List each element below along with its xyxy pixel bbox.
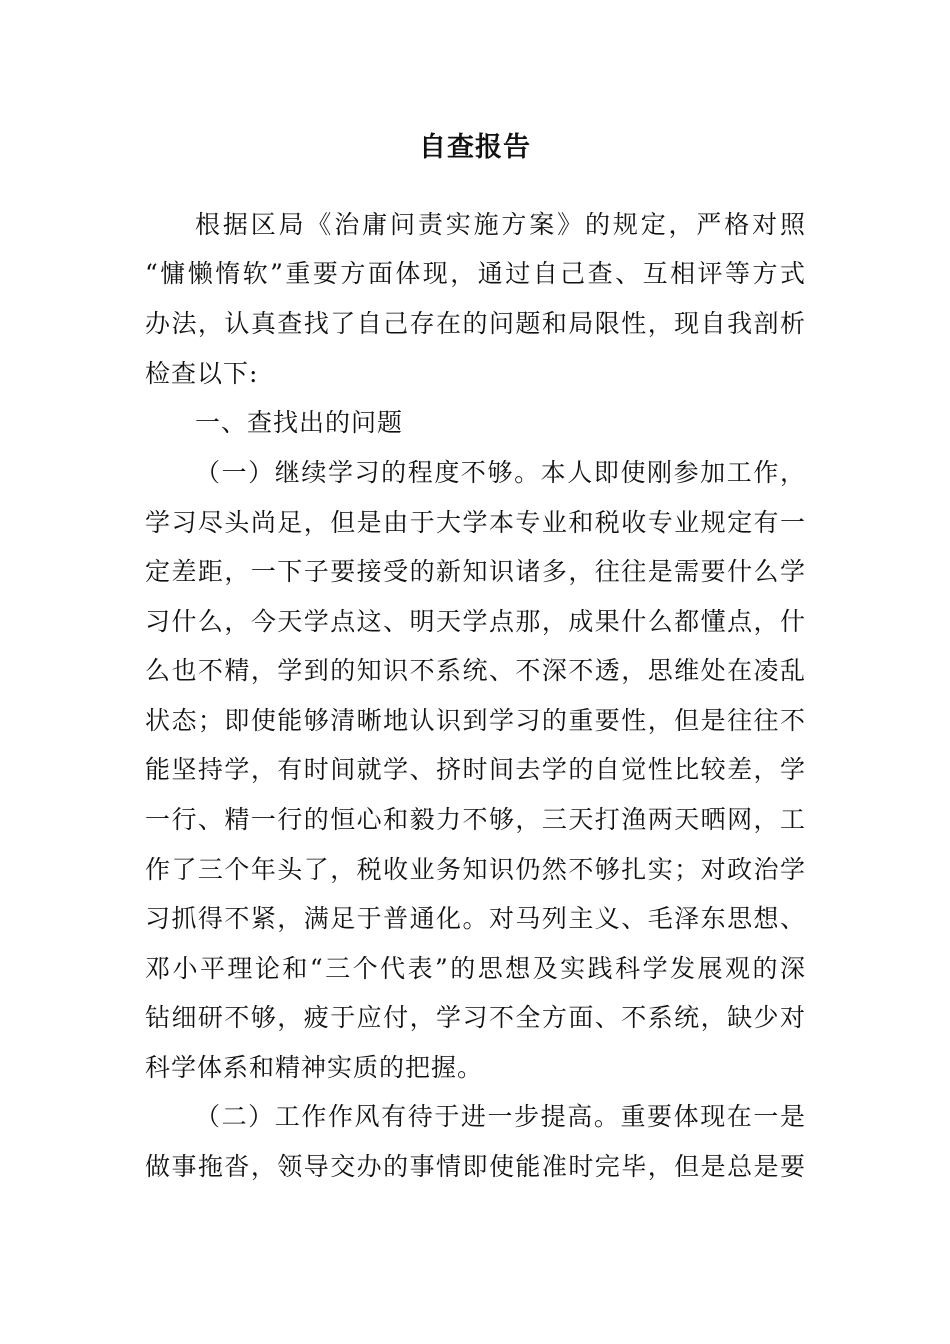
paragraph-line: （二）工作作风有待于进一步提高。重要体现在一是 <box>195 1102 805 1131</box>
paragraph-line: 邓小平理论和“三个代表”的思想及实践科学发展观的深 <box>145 954 805 983</box>
document-title: 自查报告 <box>419 132 531 163</box>
paragraph-line: 习什么，今天学点这、明天学点那，成果什么都懂点，什 <box>145 607 805 636</box>
paragraph-line: 一行、精一行的恒心和毅力不够，三天打渔两天晒网，工 <box>145 805 805 834</box>
paragraph-line: 钻细研不够，疲于应付，学习不全方面、不系统，缺少对 <box>145 1003 805 1032</box>
paragraph-line: 学习尽头尚足，但是由于大学本专业和税收专业规定有一 <box>145 508 805 537</box>
paragraph-line: 状态；即使能够清晰地认识到学习的重要性，但是往往不 <box>145 706 805 735</box>
paragraph-line: 作了三个年头了，税收业务知识仍然不够扎实；对政治学 <box>145 855 805 884</box>
paragraph-line: 习抓得不紧，满足于普通化。对马列主义、毛泽东思想、 <box>145 904 805 933</box>
paragraph-line: 检查以下: <box>145 359 259 388</box>
section-heading: 一、查找出的问题 <box>195 408 404 437</box>
paragraph-line: 做事拖沓，领导交办的事情即使能准时完毕，但是总是要 <box>145 1152 805 1181</box>
paragraph-line: “慵懒惰软”重要方面体现，通过自己查、互相评等方式 <box>145 259 805 288</box>
paragraph-line: 定差距，一下子要接受的新知识诸多，往往是需要什么学 <box>145 557 805 586</box>
paragraph-line: 能坚持学，有时间就学、挤时间去学的自觉性比较差，学 <box>145 755 805 784</box>
paragraph-line: 根据区局《治庸问责实施方案》的规定，严格对照 <box>195 210 805 239</box>
paragraph-line: （一）继续学习的程度不够。本人即使刚参加工作， <box>195 458 805 487</box>
paragraph-line: 科学体系和精神实质的把握。 <box>145 1053 484 1082</box>
paragraph-line: 么也不精，学到的知识不系统、不深不透，思维处在凌乱 <box>145 656 805 685</box>
paragraph-line: 办法，认真查找了自己存在的问题和局限性，现自我剖析 <box>145 309 805 338</box>
